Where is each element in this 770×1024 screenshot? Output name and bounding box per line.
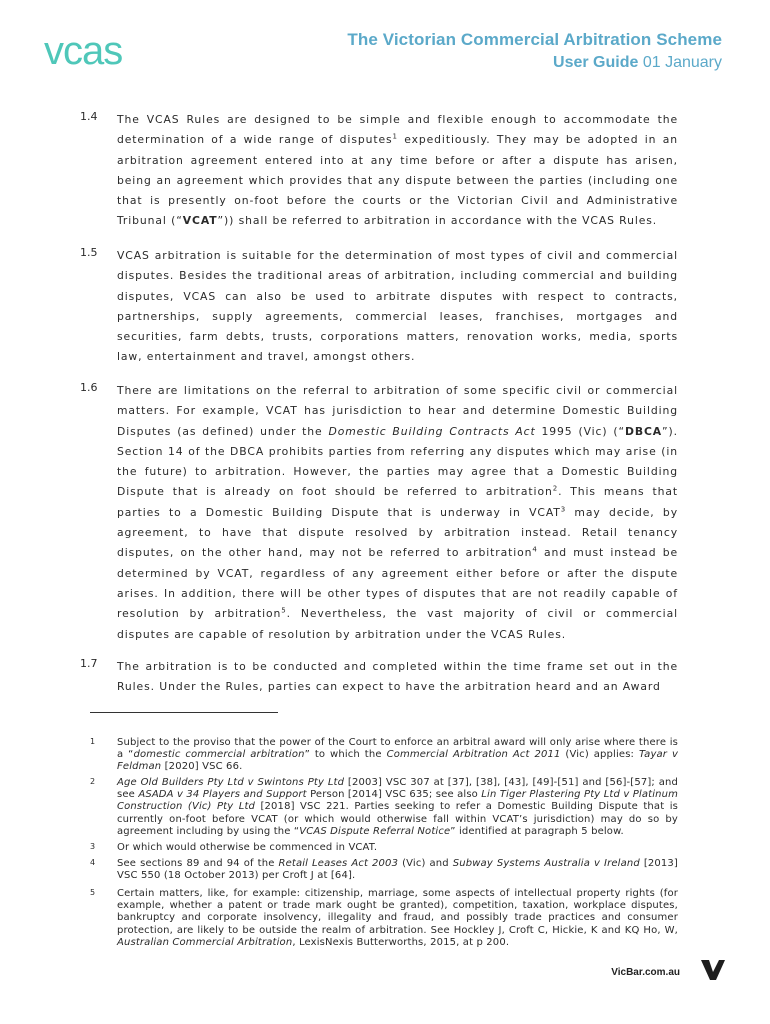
footnote-ref: 2	[552, 484, 559, 493]
guide-date: 01 January	[642, 54, 722, 71]
text-run: expeditiously. They may be adopted in an arbitration agreement entered into at any time before or after a dispute has arisen, being an agreement which provides that any dispute between the parties (including one that is presently on-foot before the courts or the Victorian Civil and Administrative Tribunal (“	[117, 133, 678, 228]
italic-citation: Retail Leases Act 2003	[278, 858, 399, 869]
defined-term: DBCA	[624, 424, 663, 438]
footnote-ref: 4	[532, 545, 538, 554]
vcas-logo-icon	[44, 34, 172, 68]
vicbar-v-icon	[700, 958, 726, 982]
italic-citation: Tayar v Feldman	[117, 749, 679, 773]
footnote-number: 1	[90, 737, 96, 746]
clause-number: 1.5	[80, 246, 98, 259]
header-subtitle	[347, 54, 722, 72]
italic-citation: ASADA v 34 Players and Support	[138, 789, 307, 801]
text-run: , LexisNexis Butterworths, 2015, at p 200.	[292, 936, 510, 948]
text-run: may decide, by agreement, to have that dispute resolved by arbitration instead. Retail tenancy disputes, on the other hand, may not be referred to arbitration	[117, 505, 678, 560]
text-run: ” to which the	[304, 749, 387, 761]
footnote-text	[117, 842, 678, 854]
italic-citation: domestic commercial arbitration	[133, 749, 305, 761]
italic-citation: Age Old Builders Pty Ltd v Swintons Pty Ltd	[117, 777, 345, 788]
italic-citation: Australian Commercial Arbitration	[117, 936, 293, 948]
text-run: and must instead be determined by VCAT, regardless of any agreement either before or after the dispute arises. In addition, there will be other types of disputes that are not readily capable of resolution by arbitration	[117, 546, 678, 621]
footnote-number: 4	[90, 858, 96, 867]
footnote-divider	[90, 712, 278, 713]
text-run: Or which would otherwise be commenced in VCAT.	[117, 842, 378, 853]
clause-number: 1.4	[80, 110, 98, 123]
vcas-logo	[44, 34, 172, 72]
italic-citation: Domestic Building Contracts Act	[328, 424, 536, 438]
footnote-number: 5	[90, 888, 96, 897]
clause-number: 1.6	[80, 381, 98, 394]
footnote-text	[117, 737, 678, 774]
text-run: There are limitations on the referral to arbitration of some specific civil or commercial matters. For example, VCAT has jurisdiction to hear and determine Domestic Building Disputes (as defined) under the	[117, 384, 678, 438]
document-header	[347, 30, 722, 72]
footnote-ref: 3	[560, 505, 567, 514]
text-run: . Nevertheless, the vast majority of civil or commercial disputes are capable of resolution by arbitration under the VCAS Rules.	[117, 607, 678, 641]
header-title: The Victorian Commercial Arbitration Scheme	[347, 30, 722, 49]
clause-text	[117, 657, 678, 698]
defined-term: VCAT	[182, 214, 218, 228]
footnote-text	[117, 777, 678, 838]
text-run: . This means that parties to a Domestic Building Dispute that is underway in VCAT	[117, 485, 678, 519]
italic-citation: Subway Systems Australia v Ireland	[452, 858, 640, 869]
footnote-ref: 5	[281, 606, 287, 615]
footnote-number: 3	[90, 842, 96, 851]
text-run: ” identified at paragraph 5 below.	[450, 825, 624, 837]
footnote-ref: 1	[392, 132, 398, 141]
text-run: [2013] VSC 550 (18 October 2013) per Croft J at [64].	[117, 858, 678, 882]
clause-text	[117, 110, 678, 232]
text-run: Subject to the proviso that the power of the Court to enforce an arbitral award will only arise where there is a “	[117, 737, 678, 761]
text-run: See sections 89 and 94 of the	[117, 858, 279, 869]
text-run: (Vic) applies:	[560, 749, 639, 761]
text-run: [2003] VSC 307 at [37], [38], [43], [49]-[51] and [56]-[57]; and see	[117, 777, 679, 801]
text-run: VCAS arbitration is suitable for the determination of most types of civil and commercial disputes. Besides the traditional areas of arbitration, including commercial and building disputes, VCAS can also be used to arbitrate disputes with respect to contracts, partnerships, supply agreements, commercial leases, franchises, mortgages and securities, farm debts, trusts, corporations matters, renovation works, media, sports law, entertainment and travel, amongst others.	[117, 249, 678, 364]
text-run: ”). Section 14 of the DBCA prohibits parties from referring any disputes which may arise (in the future) to arbitration. However, the parties may agree that a Domestic Building Dispute that is already on foot should be referred to arbitration	[117, 424, 678, 499]
clause-text	[117, 381, 678, 645]
text-run: [2018] VSC 221. Parties seeking to refer a Domestic Building Dispute that is currently on-foot before VCAT (or which would otherwise fall within VCAT’s jurisdiction) may do so by agreement including by using the “	[117, 801, 678, 837]
footer-website-link[interactable]: VicBar.com.au	[611, 967, 680, 978]
text-run: [2020] VSC 66.	[161, 761, 243, 773]
footer-address	[0, 980, 600, 1006]
clause-number: 1.7	[80, 657, 98, 670]
footnote-number: 2	[90, 777, 96, 786]
text-run: 1995 (Vic) (“	[535, 424, 625, 438]
guide-label: User Guide	[553, 54, 639, 71]
vicbar-logo	[700, 958, 726, 986]
italic-citation: Lin Tiger Plastering Pty Ltd v Platinum Construction (Vic) Pty Ltd	[117, 789, 679, 813]
italic-citation: VCAS Dispute Referral Notice	[299, 825, 451, 837]
text-run: Person [2014] VSC 635; see also	[306, 789, 482, 801]
text-run: ”)) shall be referred to arbitration in accordance with the VCAS Rules.	[217, 214, 658, 228]
text-run: Certain matters, like, for example: citizenship, marriage, some aspects of intellectual property rights (for example, whether a patent or trade mark ought be granted), competition, taxation, workplace disputes, bankruptcy and corporate insolvency, illegality and fraud, and possibly trade practices and consumer protection, are likely to be outside the realm of arbitration. See Hockley J, Croft C, Hickie, K and KQ Ho, W,	[117, 888, 678, 936]
vcas-logo-text: vcas	[44, 34, 123, 68]
clause-text	[117, 246, 678, 368]
footer-street: Owen Dixon Chambers East, Level 5, 205 William Street Melbourne, VIC 3000	[134, 994, 466, 1005]
footer-org: VCAS at the Victorian Bar Inc.	[236, 981, 364, 992]
text-run: (Vic) and	[398, 858, 453, 869]
text-run: The arbitration is to be conducted and completed within the time frame set out in the Rules. Under the Rules, parties can expect to have the arbitration heard and an Award	[117, 660, 678, 694]
text-run: The VCAS Rules are designed to be simple and flexible enough to accommodate the determination of a wide range of disputes	[117, 113, 678, 147]
italic-citation: Commercial Arbitration Act 2011	[386, 749, 561, 761]
footnote-text	[117, 858, 678, 882]
footnote-text	[117, 888, 678, 949]
